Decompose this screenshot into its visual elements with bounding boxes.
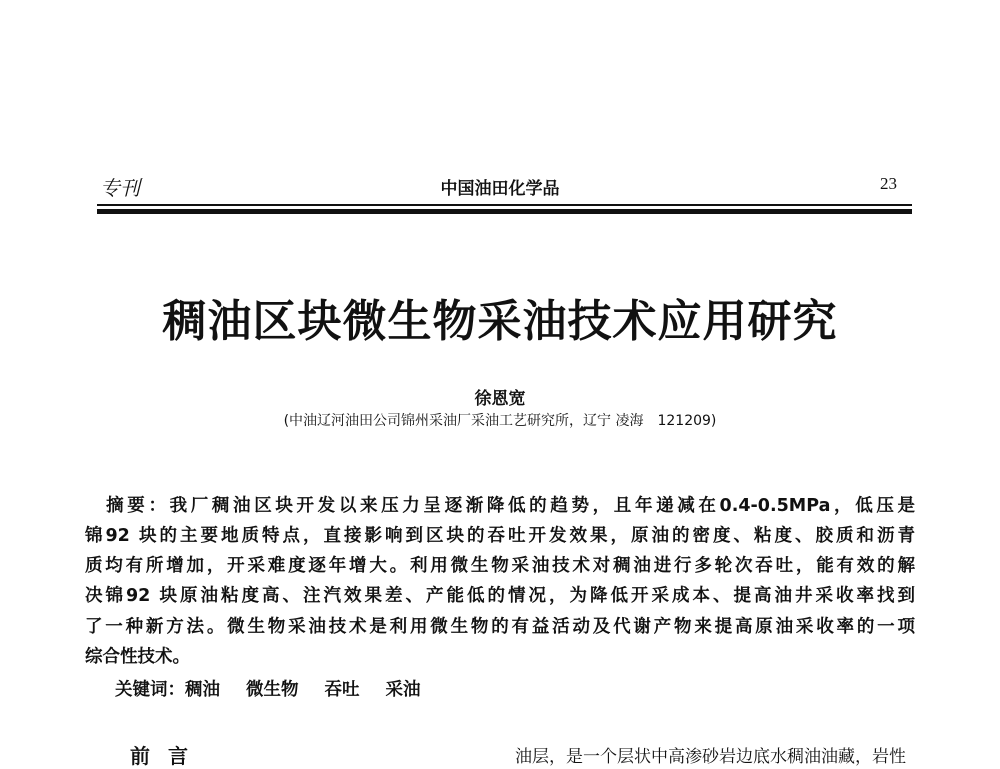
section-heading: 前言 — [130, 744, 206, 768]
header-rule-thin — [97, 204, 912, 206]
keywords — [115, 676, 447, 701]
author: 徐恩宽 — [474, 389, 526, 409]
journal-name: 中国油田化学品 — [440, 179, 560, 199]
keyword: 微生物 — [246, 680, 299, 700]
abstract-line: 决锦92 块原油粘度高、注汽效果差、产能低的情况，为降低开采成本、提高油井采收率找到 — [85, 586, 915, 606]
affiliation: (中油辽河油田公司锦州采油厂采油工艺研究所，辽宁 凌海 121209) — [283, 413, 717, 429]
abstract-line: 摘要：我厂稠油区块开发以来压力呈逐渐降低的趋势，且年递减在0.4-0.5MPa，低压是 — [85, 496, 915, 516]
keyword: 采油 — [385, 680, 421, 700]
keywords-label: 关键词： — [115, 680, 185, 700]
keyword: 吞吐 — [324, 680, 360, 700]
abstract-line: 了一种新方法。微生物采油技术是利用微生物的有益活动及代谢产物来提高原油采收率的一项 — [85, 617, 915, 637]
header-section-label: 专刊 — [100, 176, 140, 200]
abstract-line: 质均有所增加，开采难度逐年增大。利用微生物采油技术对稠油进行多轮次吞吐，能有效的解 — [85, 556, 915, 576]
abstract-line: 锦92 块的主要地质特点，直接影响到区块的吞吐开发效果，原油的密度、粘度、胶质和沥青 — [85, 526, 915, 546]
keyword: 稠油 — [185, 680, 220, 700]
abstract-line: 综合性技术。 — [85, 647, 190, 667]
article-title: 稠油区块微生物采油技术应用研究 — [162, 296, 838, 347]
right-column-text: 油层，是一个层状中高渗砂岩边底水稠油油藏，岩性 — [515, 747, 906, 767]
page-number: 23 — [880, 174, 897, 193]
header-rule-thick — [97, 209, 912, 214]
